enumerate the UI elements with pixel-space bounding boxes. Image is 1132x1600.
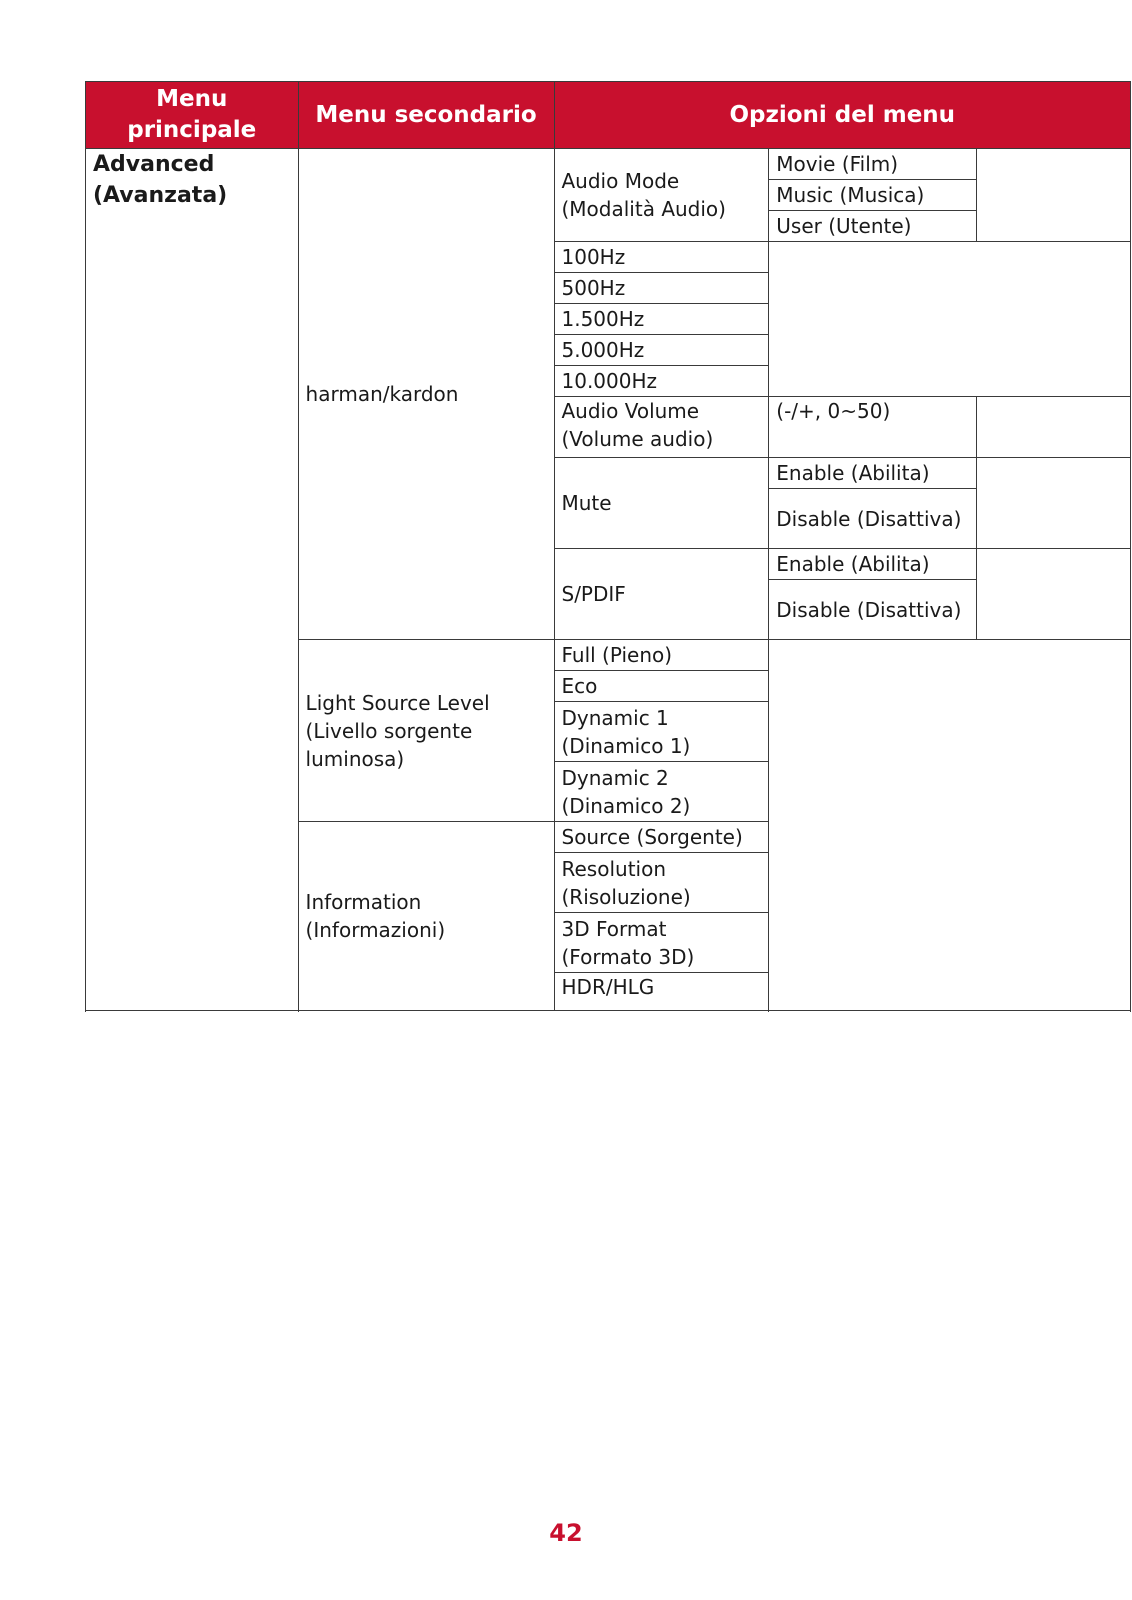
light-source-option-dynamic2: Dynamic 2 (Dinamico 2) bbox=[554, 762, 769, 822]
frequency-5000hz: 5.000Hz bbox=[554, 335, 769, 366]
empty-cell bbox=[977, 149, 1131, 242]
audio-mode-option-music: Music (Musica) bbox=[769, 180, 977, 211]
information-option-resolution: Resolution (Risoluzione) bbox=[554, 853, 769, 913]
spdif-option-disable: Disable (Disattiva) bbox=[769, 580, 977, 640]
empty-cell bbox=[977, 397, 1131, 458]
frequency-100hz: 100Hz bbox=[554, 242, 769, 273]
frequency-10000hz: 10.000Hz bbox=[554, 366, 769, 397]
light-source-option-full: Full (Pieno) bbox=[554, 640, 769, 671]
empty-cell bbox=[977, 458, 1131, 549]
submenu-harman-kardon: harman/kardon bbox=[298, 149, 554, 640]
empty-cell bbox=[769, 640, 1131, 1011]
information-option-source: Source (Sorgente) bbox=[554, 822, 769, 853]
light-source-option-eco: Eco bbox=[554, 671, 769, 702]
header-row bbox=[86, 82, 1131, 149]
empty-cell bbox=[769, 242, 1131, 397]
table-row bbox=[86, 149, 1131, 180]
header-sub-menu: Menu secondario bbox=[298, 82, 554, 149]
spdif-option-enable: Enable (Abilita) bbox=[769, 549, 977, 580]
mute-label: Mute bbox=[554, 458, 769, 549]
page-number: 42 bbox=[549, 1519, 583, 1547]
menu-table bbox=[85, 81, 1131, 1011]
light-source-option-dynamic1: Dynamic 1 (Dinamico 1) bbox=[554, 702, 769, 762]
header-main-menu: Menu principale bbox=[86, 82, 299, 149]
mute-option-disable: Disable (Disattiva) bbox=[769, 489, 977, 549]
frequency-500hz: 500Hz bbox=[554, 273, 769, 304]
information-option-3d-format: 3D Format (Formato 3D) bbox=[554, 913, 769, 973]
submenu-information: Information (Informazioni) bbox=[298, 822, 554, 1011]
audio-mode-option-movie: Movie (Film) bbox=[769, 149, 977, 180]
header-options: Opzioni del menu bbox=[554, 82, 1131, 149]
main-menu-advanced: Advanced (Avanzata) bbox=[86, 149, 299, 1011]
audio-volume-label: Audio Volume (Volume audio) bbox=[554, 397, 769, 458]
frequency-1500hz: 1.500Hz bbox=[554, 304, 769, 335]
audio-mode-label: Audio Mode (Modalità Audio) bbox=[554, 149, 769, 242]
empty-cell bbox=[977, 549, 1131, 640]
submenu-light-source-level: Light Source Level (Livello sorgente luminosa) bbox=[298, 640, 554, 822]
audio-volume-range: (-/+, 0~50) bbox=[769, 397, 977, 458]
information-option-hdr-hlg: HDR/HLG bbox=[554, 973, 769, 1011]
spdif-label: S/PDIF bbox=[554, 549, 769, 640]
mute-option-enable: Enable (Abilita) bbox=[769, 458, 977, 489]
audio-mode-option-user: User (Utente) bbox=[769, 211, 977, 242]
